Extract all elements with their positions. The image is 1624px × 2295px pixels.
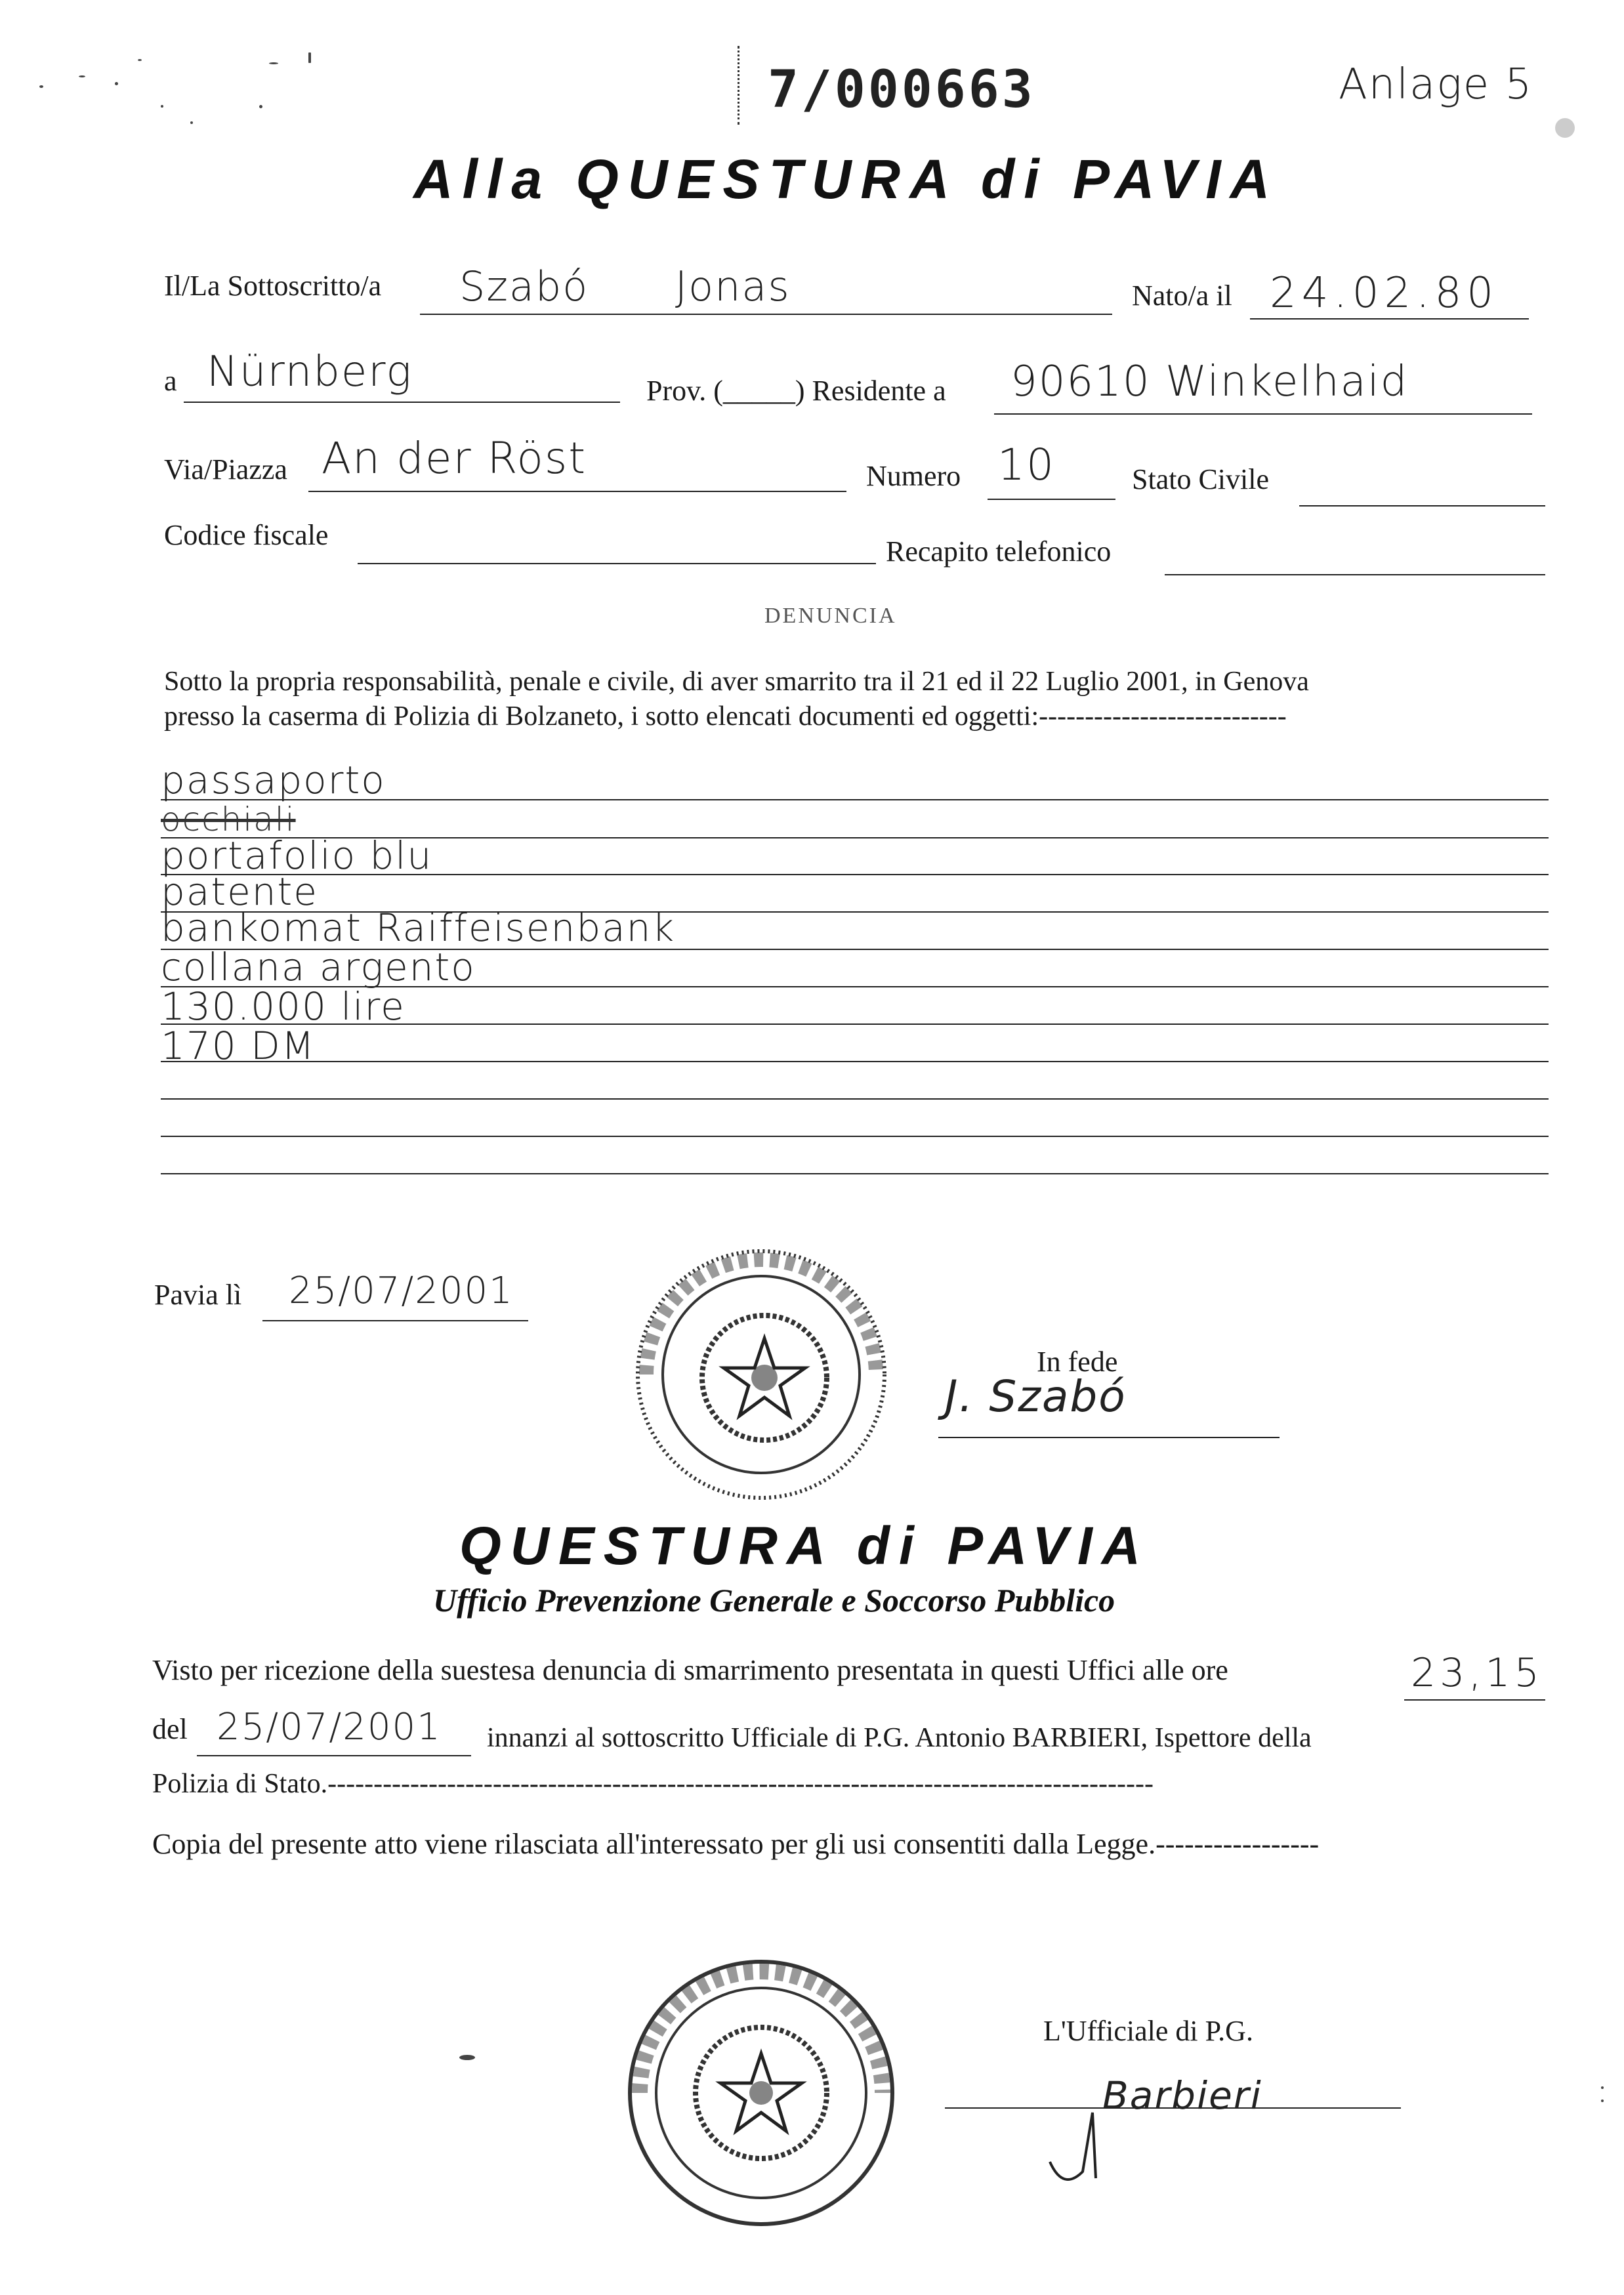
numero-value: 10	[997, 440, 1055, 490]
date-underline	[262, 1320, 528, 1321]
list-item: portafolio blu	[161, 833, 433, 878]
personal-data-form	[0, 249, 1624, 590]
codice-fiscale-label: Codice fiscale	[164, 519, 329, 551]
nato-label: Nato/a il	[1132, 279, 1232, 312]
recapito-underline	[1165, 574, 1545, 575]
ufficiale-signature: Barbieri	[1102, 2073, 1262, 2118]
del-value: 25/07/2001	[217, 1706, 442, 1748]
official-section	[0, 1916, 1624, 2244]
item-line	[161, 1061, 1549, 1062]
item-line	[161, 1136, 1549, 1137]
item-line	[161, 1098, 1549, 1100]
office-title: QUESTURA di PAVIA	[459, 1516, 1150, 1576]
signature: J. Szabó	[945, 1371, 1127, 1422]
list-item: occhiali	[161, 800, 296, 838]
nato-underline	[1250, 318, 1529, 320]
signature-flourish	[1043, 2099, 1122, 2198]
ore-underline	[1404, 1699, 1545, 1701]
date-value: 25/07/2001	[289, 1270, 514, 1312]
residente-value: 90610 Winkelhaid	[1010, 358, 1409, 406]
in-fede-label: In fede	[1037, 1346, 1118, 1378]
list-item: passaporto	[161, 758, 386, 802]
sottoscritto-underline	[420, 314, 1112, 315]
visto-line2: innanzi al sottoscritto Ufficiale di P.G. Antonio BARBIERI, Ispettore della	[487, 1723, 1312, 1753]
del-underline	[197, 1755, 471, 1756]
list-item: 170 DM	[161, 1023, 316, 1068]
signature-underline	[938, 1437, 1280, 1438]
visto-line1: Visto per ricezione della suestesa denuncia di smarrimento presentata in questi Uffici alle ore	[152, 1654, 1228, 1686]
protocol-number: 7/000663	[768, 60, 1035, 119]
stato-civile-label: Stato Civile	[1132, 463, 1269, 495]
stato-civile-underline	[1299, 505, 1545, 507]
list-item: collana argento	[161, 945, 476, 989]
police-stamp	[633, 1247, 889, 1502]
office-subtitle: Ufficio Prevenzione Generale e Soccorso Pubblico	[433, 1582, 1115, 1619]
list-item: patente	[161, 869, 318, 914]
numero-underline	[988, 499, 1115, 500]
denuncia-heading: DENUNCIA	[764, 604, 897, 628]
margin-mark	[738, 46, 741, 125]
nato-value: 24.02.80	[1270, 269, 1499, 318]
residente-underline	[994, 413, 1532, 415]
recapito-label: Recapito telefonico	[886, 535, 1112, 568]
list-item: bankomat Raiffeisenbank	[161, 905, 676, 950]
via-label: Via/Piazza	[164, 453, 287, 486]
ore-value: 23,15	[1411, 1650, 1543, 1696]
a-label: a	[164, 365, 177, 397]
denuncia-text-line2: presso la caserma di Polizia di Bolzaneto, i sotto elencati documenti ed oggetti:---------------------------	[164, 701, 1287, 732]
prov-residente-label: Prov. (_____) Residente a	[646, 375, 946, 407]
sottoscritto-value: Szabó Jonas	[459, 262, 791, 310]
item-line	[161, 1173, 1549, 1174]
visto-line3: Polizia di Stato.------------------------------------------------------------------------------------------	[152, 1769, 1154, 1799]
via-value: An der Röst	[322, 433, 587, 484]
a-underline	[184, 402, 620, 403]
signature-section	[0, 1247, 1624, 1522]
ufficiale-label: L'Ufficiale di P.G.	[1043, 2015, 1253, 2047]
office-section	[0, 1502, 1624, 1896]
via-underline	[308, 491, 846, 492]
a-value: Nürnberg	[207, 348, 413, 396]
page-title: Alla QUESTURA di PAVIA	[413, 148, 1280, 210]
ufficiale-underline	[945, 2107, 1401, 2109]
copia-line: Copia del presente atto viene rilasciata all'interessato per gli usi consentiti dalla Legge.-----------------	[152, 1828, 1320, 1860]
numero-label: Numero	[866, 460, 961, 492]
police-stamp-bottom	[623, 1955, 899, 2231]
annex-label: Anlage 5	[1339, 60, 1533, 109]
del-label: del	[152, 1713, 188, 1745]
codice-fiscale-underline	[358, 563, 876, 564]
list-item: 130.000 lire	[161, 984, 406, 1029]
denuncia-section	[0, 590, 1624, 1247]
header	[0, 0, 1624, 217]
sottoscritto-label: Il/La Sottoscritto/a	[164, 270, 382, 302]
place-label: Pavia lì	[154, 1279, 242, 1311]
denuncia-text-line1: Sotto la propria responsabilità, penale e civile, di aver smarrito tra il 21 ed il 22 Luglio 2001, in Genova	[164, 667, 1309, 697]
